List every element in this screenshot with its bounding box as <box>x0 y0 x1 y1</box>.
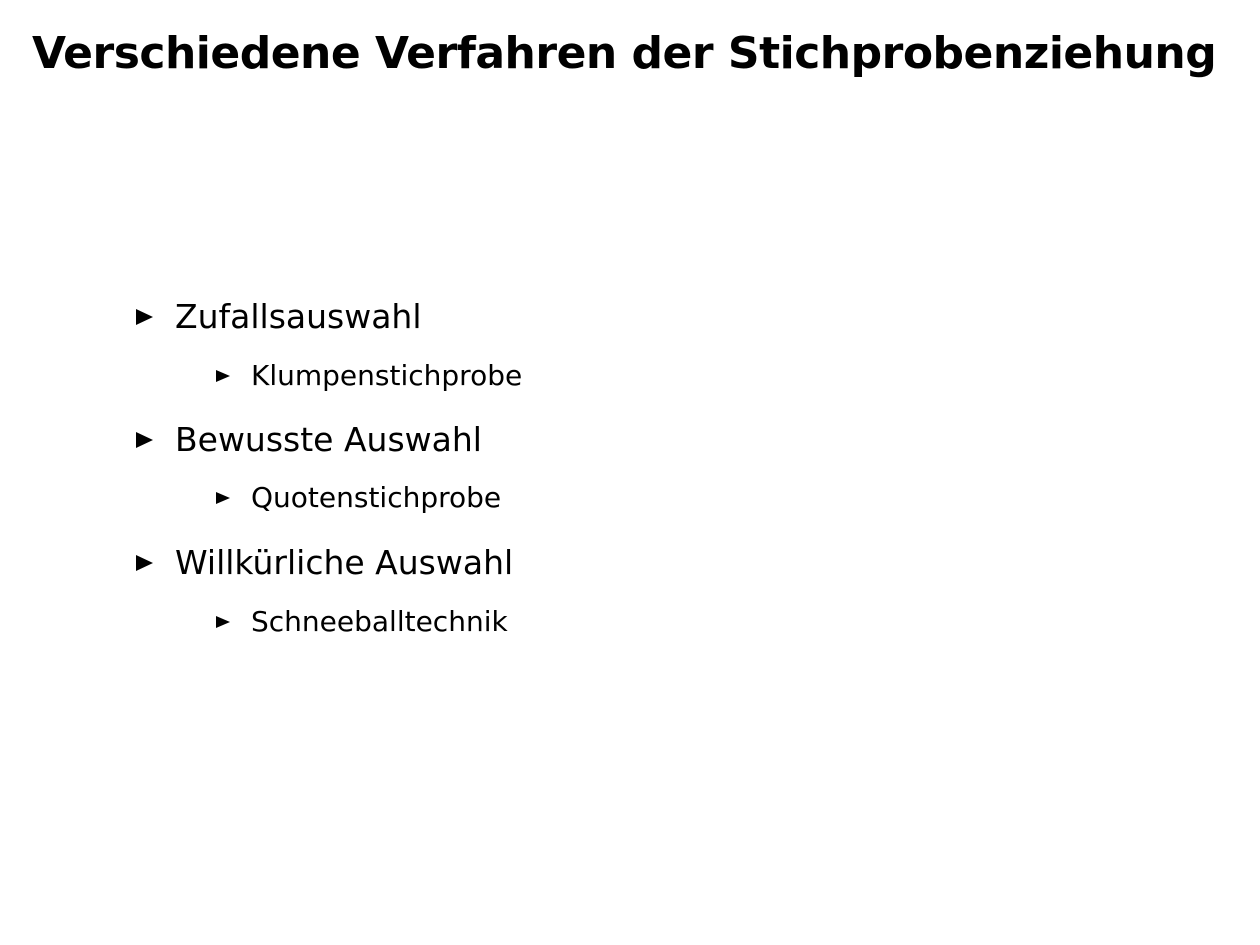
list-item-label: Zufallsauswahl <box>175 297 422 336</box>
slide-title: Verschiedene Verfahren der Stichprobenziehung <box>32 28 1217 79</box>
triangle-right-small-icon <box>216 370 230 382</box>
list-item-label: Bewusste Auswahl <box>175 420 482 459</box>
list-item-willkuerliche-auswahl <box>136 543 513 582</box>
sublist-item-label: Quotenstichprobe <box>251 481 502 514</box>
sublist-item-quotenstichprobe <box>216 481 501 514</box>
list-item-zufallsauswahl <box>136 297 422 336</box>
triangle-right-icon <box>136 432 153 448</box>
list-item-label: Willkürliche Auswahl <box>175 543 514 582</box>
sublist-item-label: Schneeballtechnik <box>251 605 508 638</box>
sublist-item-klumpenstichprobe <box>216 359 522 392</box>
list-item-bewusste-auswahl <box>136 420 482 459</box>
sublist-item-label: Klumpenstichprobe <box>251 359 523 392</box>
triangle-right-small-icon <box>216 616 230 628</box>
triangle-right-small-icon <box>216 492 230 504</box>
triangle-right-icon <box>136 555 153 571</box>
triangle-right-icon <box>136 309 153 325</box>
sublist-item-schneeballtechnik <box>216 605 508 638</box>
